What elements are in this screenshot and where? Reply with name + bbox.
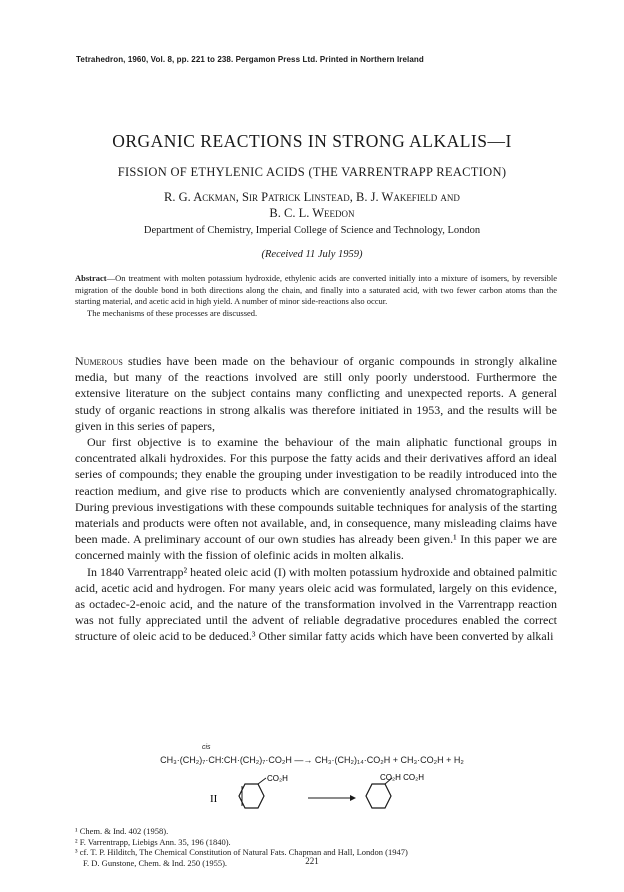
footnote-1-text: Chem. & Ind. 402 (1958). — [79, 826, 169, 836]
ring-substituent-bond-left — [258, 778, 266, 784]
cyclohexane-ring-right — [366, 784, 391, 808]
article-title: ORGANIC REACTIONS IN STRONG ALKALIS—I — [112, 131, 512, 151]
article-subtitle: FISSION OF ETHYLENIC ACIDS (THE VARRENTRAPP REACTION) — [117, 165, 507, 179]
paragraph-1-text: studies have been made on the behaviour of organic compounds in strongly alkaline media, but many of the reactions involved are still only poorly understood. Furthermore the extensive literature on the subject contains many conflicting and unexpected reports. A general study of organic reactions in strong alkalis was therefore initiated in 1953, and the results will be given in this series of papers, — [75, 354, 557, 433]
abstract-text: —On treatment with molten potassium hydroxide, ethylenic acids are converted initially into a mixture of isomers, by reversible migration of the double bond in both directions along the chain, and finally into a saturated acid, with two fewer carbon atoms than the starting material, and acetic acid in high yield. A number of minor side-reactions also occur. — [75, 273, 557, 306]
footnote-3-mark: ³ — [75, 847, 78, 857]
compound-label-ii: II — [210, 793, 218, 805]
footnote-2-text: F. Varrentrapp, Liebigs Ann. 35, 196 (1840). — [79, 836, 231, 847]
paragraph-1 — [75, 353, 557, 434]
body-text — [75, 353, 557, 645]
abstract — [75, 273, 557, 319]
paragraph-2: Our first objective is to examine the behaviour of the main aliphatic functional groups in concentrated alkali hydroxides. For this purpose the fatty acids and their derivatives afford an ideal series of compounds; they enable the grouping under investigation to be readily introduced into the reaction medium, and give rise to products which are conveniently analysed chromatographically. During previous investigations with these compounds suitable techniques for analysis of the starting materials and products were often not available, and, in consequence, many misleading claims have been made. A preliminary account of our own studies has already been given.¹ In this paper we are concerned mainly with the fission of olefinic acids in molten alkalis. — [75, 435, 557, 563]
reaction-arrowhead-2 — [350, 795, 356, 801]
authors-line-2: B. C. L. Weedon — [269, 205, 355, 220]
reaction-equation-1: CH₃·(CH₂)₇·CH:CH·(CH₂)₇·CO₂H —→ CH₃·(CH₂)₁₄·CO₂H + CH₃·CO₂H + H₂ — [160, 755, 464, 765]
cis-label: cis — [202, 744, 211, 751]
abstract-paragraph — [75, 273, 557, 308]
footnote-2-mark: ² — [75, 836, 78, 847]
affiliation: Department of Chemistry, Imperial College of Science and Technology, London — [143, 225, 481, 236]
reaction-scheme-2 — [200, 772, 440, 822]
authors-line-1: R. G. Ackman, Sir Patrick Linstead, B. J. Wakefield and — [164, 190, 460, 204]
received-date: (Received 11 July 1959) — [261, 249, 363, 260]
abstract-last-line: The mechanisms of these processes are discussed. — [87, 307, 258, 318]
cyclohexane-ring-left — [239, 784, 264, 808]
footnote-1 — [75, 826, 557, 837]
footnote-3-text: cf. T. P. Hilditch, The Chemical Constitution of Natural Fats. Chapman and Hall, London (1947) — [79, 847, 408, 857]
carboxyl-group-left: CO₂H — [267, 774, 288, 783]
author-list — [0, 190, 624, 221]
footnote-4-text: F. D. Gunstone, Chem. & Ind. 250 (1955). — [83, 857, 228, 868]
footnote-2 — [75, 837, 557, 848]
page-number: 221 — [305, 856, 319, 866]
paragraph-3: In 1840 Varrentrapp² heated oleic acid (I) with molten potassium hydroxide and obtained palmitic acid, acetic acid and hydrogen. For many years oleic acid was formulated, largely on this evidence, as octadec-2-enoic acid, and the nature of the transformation involved in the Varrentrapp reaction was not fully appreciated until the advent of reliable degradative procedures enabled the correct structure of oleic acid to be deduced.³ Other similar fatty acids which have been converted by alkali — [75, 564, 557, 644]
abstract-label: Abstract — [75, 273, 107, 283]
footnote-1-mark: ¹ — [75, 826, 78, 836]
paragraph-1-lead: Numerous — [75, 354, 123, 368]
carboxyl-groups-right: CO₂H CO₂H — [380, 773, 424, 782]
running-head: Tetrahedron, 1960, Vol. 8, pp. 221 to 238. Pergamon Press Ltd. Printed in Northern Ireland — [76, 55, 424, 64]
